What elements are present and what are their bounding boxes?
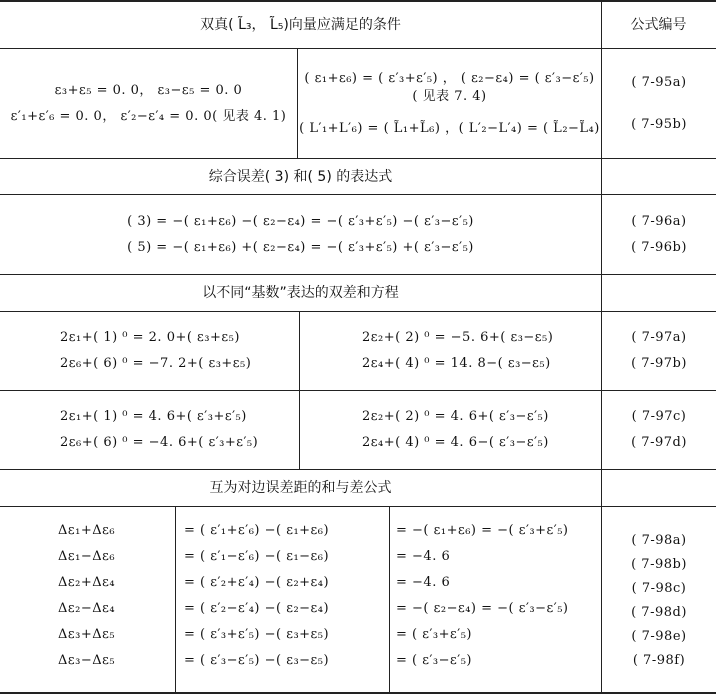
- delta-result-column: [396, 507, 601, 692]
- formula-code: ( 7-96a): [631, 213, 687, 229]
- header-title-cell: [0, 2, 601, 48]
- equation-cell: [362, 312, 601, 390]
- header-code-cell: [601, 2, 716, 48]
- delta-expansion: = ( ε′₃−ε′₅) −( ε₃−ε₅): [184, 653, 330, 668]
- equation-line: 2ε₂+( 2) ⁰ = 4. 6+( ε′₃−ε′₅): [362, 409, 549, 424]
- formula-code: ( 7-97a): [631, 330, 687, 345]
- code-cell: [602, 312, 716, 390]
- delta-term: Δε₁−Δε₆: [58, 549, 116, 564]
- formula-code: ( 7-97c): [631, 409, 687, 424]
- equation-line: 2ε₆+( 6) ⁰ = −4. 6+( ε′₃+ε′₅): [60, 435, 259, 450]
- delta-expansion: = ( ε′₂−ε′₄) −( ε₂−ε₄): [184, 601, 330, 616]
- condition-line: ε₃+ε₅ = 0. 0， ε₃−ε₅ = 0. 0: [54, 82, 243, 98]
- expression-cell: [0, 195, 601, 274]
- section-title: 以不同“基数”表达的双差和方程: [202, 285, 399, 301]
- expression-line: ( 3) = −( ε₁+ε₆) −( ε₂−ε₄) = −( ε′₃+ε′₅) −( ε′₃−ε′₅): [127, 213, 474, 229]
- formula-code: ( 7-97d): [631, 435, 687, 450]
- column-divider: [389, 506, 390, 692]
- delta-result: = −4. 6: [396, 575, 451, 590]
- code-cell: [602, 507, 716, 692]
- delta-name-column: [58, 507, 175, 692]
- condition-line: ε′₁+ε′₆ = 0. 0， ε′₂−ε′₄ = 0. 0( 见表 4. 1): [10, 108, 287, 124]
- header-title: 双真( L̃₃， L̃₅)向量应满足的条件: [200, 17, 401, 33]
- formula-code: ( 7-97b): [631, 356, 687, 371]
- equation-line: 2ε₄+( 4) ⁰ = 14. 8−( ε₃−ε₅): [362, 356, 551, 371]
- formula-code: ( 7-98f): [632, 653, 686, 668]
- code-cell: [602, 391, 716, 469]
- condition-line: ( ε₁+ε₆) = ( ε′₃+ε′₅) ， ( ε₂−ε₄) = ( ε′₃−ε′₅): [304, 70, 595, 86]
- conditions-left-cell: [0, 49, 297, 158]
- header-code-label: 公式编号: [630, 17, 687, 33]
- expression-line: ( 5) = −( ε₁+ε₆) +( ε₂−ε₄) = −( ε′₃+ε′₅) +( ε′₃−ε′₅): [127, 239, 474, 255]
- condition-note: ( 见表 7. 4): [412, 88, 487, 104]
- delta-expansion: = ( ε′₂+ε′₄) −( ε₂+ε₄): [184, 575, 330, 590]
- condition-line: ( L′₁+L′₆) = ( L̃₁+L̃₆) ，( L′₂−L′₄) = ( L̃₂−L̃₄): [299, 120, 600, 136]
- formula-code: ( 7-96b): [631, 239, 687, 255]
- column-divider: [175, 506, 176, 692]
- equation-line: 2ε₁+( 1) ⁰ = 4. 6+( ε′₃+ε′₅): [60, 409, 247, 424]
- section-title-cell: [0, 159, 601, 194]
- formula-code: ( 7-98b): [631, 557, 687, 572]
- delta-term: Δε₂+Δε₄: [58, 575, 116, 590]
- delta-result: = −( ε₁+ε₆) = −( ε′₃+ε′₅): [396, 523, 569, 538]
- delta-expansion: = ( ε′₁+ε′₆) −( ε₁+ε₆): [184, 523, 330, 538]
- formula-code: ( 7-98a): [631, 533, 687, 548]
- delta-term: Δε₂−Δε₄: [58, 601, 116, 616]
- delta-term: Δε₁+Δε₆: [58, 523, 116, 538]
- delta-expansion: = ( ε′₃+ε′₅) −( ε₃+ε₅): [184, 627, 330, 642]
- delta-result: = −( ε₂−ε₄) = −( ε′₃−ε′₅): [396, 601, 569, 616]
- equation-line: 2ε₄+( 4) ⁰ = 4. 6−( ε′₃−ε′₅): [362, 435, 549, 450]
- formula-code: ( 7-95b): [631, 116, 687, 132]
- code-cell: [602, 49, 716, 158]
- delta-term: Δε₃−Δε₅: [58, 653, 116, 668]
- equation-cell: [60, 312, 299, 390]
- formula-code: ( 7-98d): [631, 605, 687, 620]
- section-title-cell: [0, 275, 601, 311]
- equation-cell: [60, 391, 299, 469]
- delta-expansion-column: [184, 507, 389, 692]
- equation-cell: [362, 391, 601, 469]
- code-cell: [602, 195, 716, 274]
- equation-line: 2ε₁+( 1) ⁰ = 2. 0+( ε₃+ε₅): [60, 330, 240, 345]
- conditions-right-cell: [298, 49, 601, 158]
- delta-result: = ( ε′₃−ε′₅): [396, 653, 472, 668]
- column-divider: [299, 311, 300, 469]
- table-bottom-rule: [0, 692, 716, 694]
- section-title: 综合误差( 3) 和( 5) 的表达式: [208, 168, 393, 185]
- delta-result: = −4. 6: [396, 549, 451, 564]
- equation-line: 2ε₆+( 6) ⁰ = −7. 2+( ε₃+ε₅): [60, 356, 252, 371]
- delta-expansion: = ( ε′₁−ε′₆) −( ε₁−ε₆): [184, 549, 330, 564]
- formula-code: ( 7-98e): [631, 629, 687, 644]
- delta-result: = ( ε′₃+ε′₅): [396, 627, 472, 642]
- formula-code: ( 7-95a): [631, 74, 687, 90]
- section-title-cell: [0, 470, 601, 506]
- section-title: 互为对边误差距的和与差公式: [209, 480, 392, 496]
- delta-term: Δε₃+Δε₅: [58, 627, 116, 642]
- formula-code: ( 7-98c): [631, 581, 687, 596]
- equation-line: 2ε₂+( 2) ⁰ = −5. 6+( ε₃−ε₅): [362, 330, 554, 345]
